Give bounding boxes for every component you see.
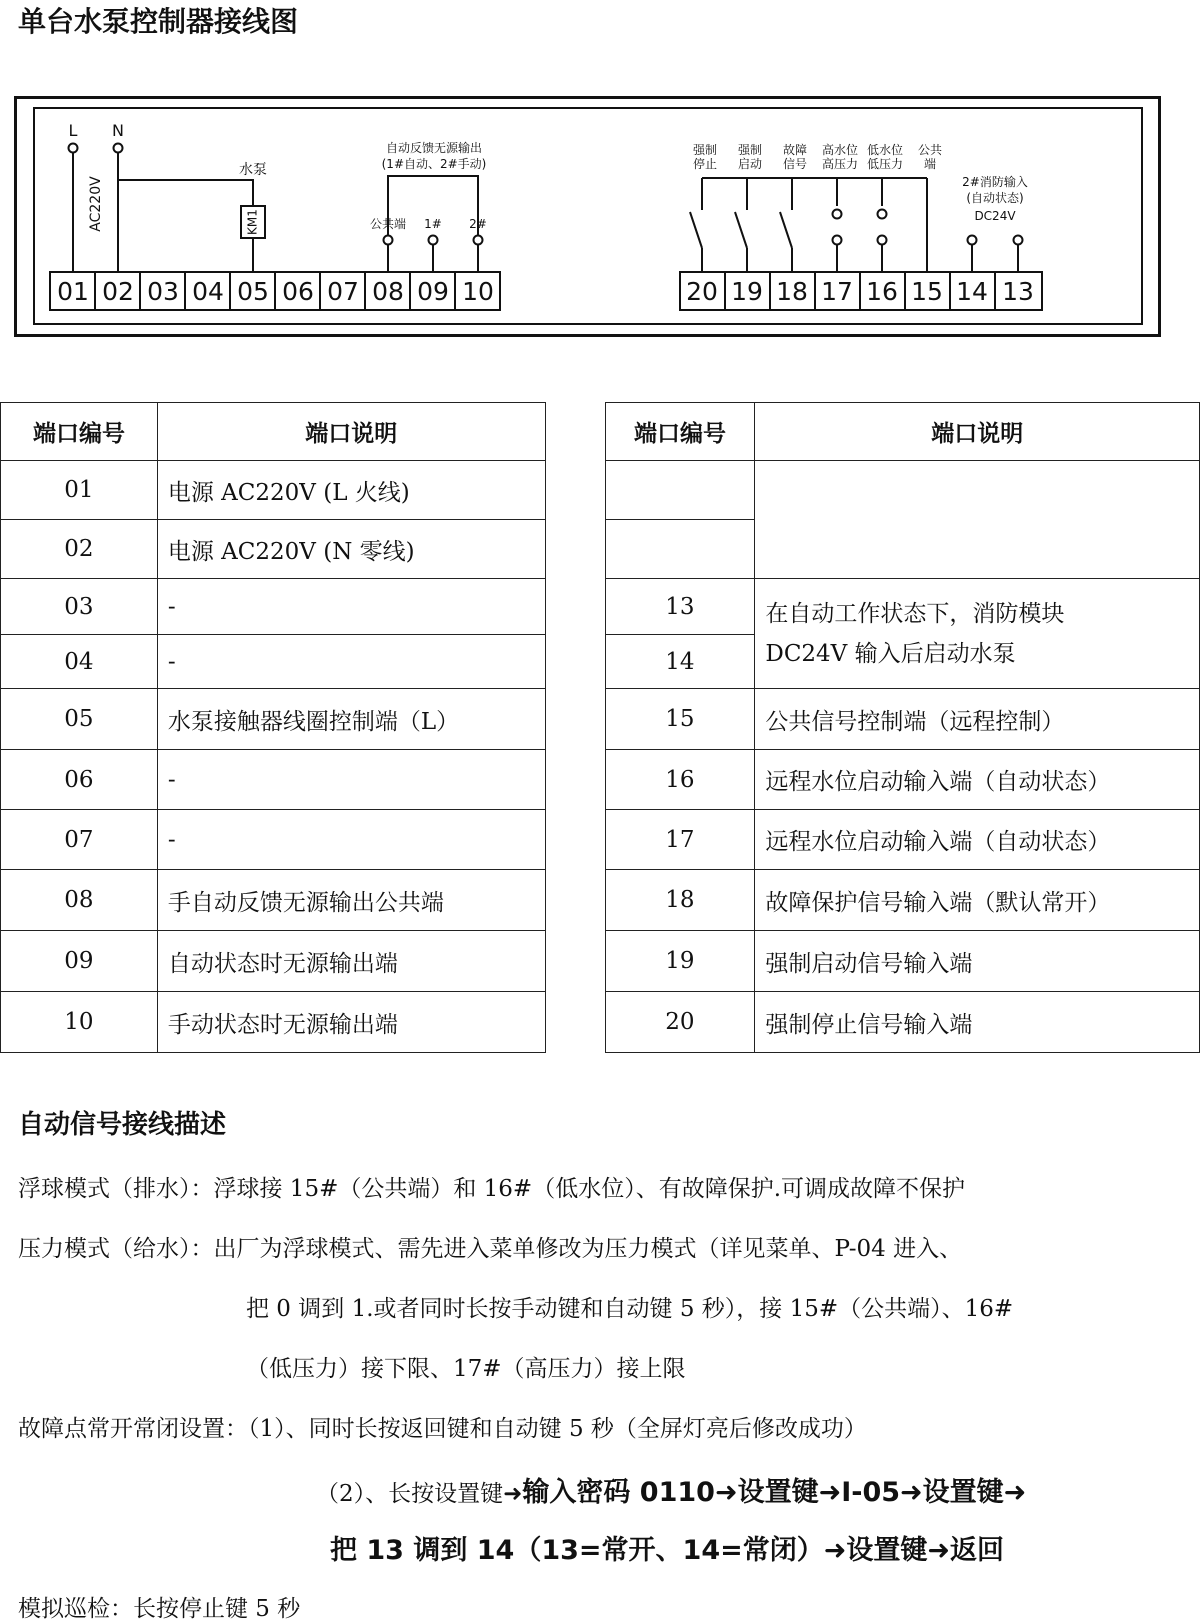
- port-number: 05: [1, 689, 158, 750]
- port-description: [755, 579, 1200, 689]
- port-number: 20: [605, 992, 755, 1053]
- port-number: 16: [605, 750, 755, 810]
- port-description: -: [157, 750, 545, 810]
- pin-09: 09: [417, 277, 449, 306]
- voltage-label: AC220V: [88, 176, 104, 232]
- label-N: N: [112, 121, 124, 140]
- pin-13: 13: [1002, 277, 1034, 306]
- port-description: 自动状态时无源输出端: [157, 931, 545, 992]
- pressure-mode-line-2: 把 0 调到 1.或者同时长按手动键和自动键 5 秒），接 15#（公共端）、16#: [246, 1296, 1014, 1322]
- header-port-desc-left: 端口说明: [157, 403, 545, 461]
- pin-17: 17: [821, 277, 853, 306]
- port-number: 09: [1, 931, 158, 992]
- fault-setting-line-2: [316, 1470, 1026, 1509]
- port-number: 15: [605, 689, 755, 750]
- pin-02: 02: [102, 277, 134, 306]
- sig15-l2: 端: [923, 157, 937, 171]
- port-description: 公共信号控制端（远程控制）: [755, 689, 1200, 750]
- pin-15: 15: [911, 277, 943, 306]
- header-port-number-right: 端口编号: [605, 403, 755, 461]
- float-mode-line: 浮球模式（排水）：浮球接 15#（公共端）和 16#（低水位）、有故障保护.可调成故障不保护: [18, 1176, 966, 1202]
- port-number: 18: [605, 870, 755, 931]
- pin-08: 08: [372, 277, 404, 306]
- pin-03: 03: [147, 277, 179, 306]
- pin-19: 19: [731, 277, 763, 306]
- sig17-l2: 高压力: [821, 157, 859, 171]
- port-description: 强制停止信号输入端: [755, 992, 1200, 1053]
- port-table: [0, 402, 1200, 1053]
- coil-label: KM1: [245, 209, 260, 235]
- pin-06: 06: [282, 277, 314, 306]
- sig18-l2: 信号: [782, 157, 808, 171]
- sig19-l2: 启动: [737, 157, 763, 171]
- sig20-l1: 强制: [692, 143, 718, 157]
- port-description-line: 在自动工作状态下，消防模块: [765, 600, 1065, 627]
- patrol-line: 模拟巡检：长按停止键 5 秒: [18, 1596, 301, 1622]
- table-header-row: [1, 403, 1200, 461]
- port-description: -: [157, 635, 545, 689]
- sig16-l1: 低水位: [866, 143, 904, 157]
- empty-cell: [605, 520, 755, 579]
- out2-label: 2#: [469, 217, 487, 231]
- sig17-l1: 高水位: [821, 143, 859, 157]
- section-title: 自动信号接线描述: [18, 1110, 227, 1140]
- feedback-label-1: 自动反馈无源输出: [385, 141, 483, 155]
- port-number: 19: [605, 931, 755, 992]
- pressure-mode-line-3: （低压力）接下限、17#（高压力）接上限: [246, 1356, 686, 1382]
- port-description: 电源 AC220V (L 火线): [157, 461, 545, 520]
- port-number: 07: [1, 810, 158, 870]
- fire-label-2: (自动状态): [966, 191, 1024, 205]
- sig15-l1: 公共: [917, 143, 943, 157]
- port-number: 13: [605, 579, 755, 635]
- header-port-number-left: 端口编号: [1, 403, 158, 461]
- pin-10: 10: [462, 277, 494, 306]
- label-L: L: [68, 121, 78, 140]
- port-description: 强制启动信号输入端: [755, 931, 1200, 992]
- port-description: 手自动反馈无源输出公共端: [157, 870, 545, 931]
- empty-cell: [605, 461, 755, 520]
- port-number: 06: [1, 750, 158, 810]
- pressure-mode-line-1: 压力模式（给水）：出厂为浮球模式、需先进入菜单修改为压力模式（详见菜单、P-04 进入、: [18, 1236, 963, 1262]
- sig18-l1: 故障: [782, 143, 808, 157]
- port-number: 04: [1, 635, 158, 689]
- port-description: 远程水位启动输入端（自动状态）: [755, 810, 1200, 870]
- fault-setting-line-3: 把 13 调到 14（13=常开、14=常闭）➜设置键➜返回: [330, 1535, 1004, 1566]
- port-description: 故障保护信号输入端（默认常开）: [755, 870, 1200, 931]
- wiring-diagram: [14, 96, 1162, 340]
- fault-setting-line-1: 故障点常开常闭设置：（1）、同时长按返回键和自动键 5 秒（全屏灯亮后修改成功）: [18, 1416, 867, 1442]
- pin-18: 18: [776, 277, 808, 306]
- feedback-label-2: (1#自动、2#手动): [381, 157, 487, 171]
- pin-04: 04: [192, 277, 224, 306]
- port-description: -: [157, 579, 545, 635]
- common-label: 公共端: [369, 217, 407, 231]
- fire-label-1: 2#消防输入: [962, 175, 1028, 189]
- port-number: 10: [1, 992, 158, 1053]
- empty-cell: [755, 461, 1200, 579]
- pin-07: 07: [327, 277, 359, 306]
- port-description-line: DC24V 输入后启动水泵: [765, 640, 1016, 667]
- table-gap: [545, 403, 605, 1053]
- fault-step-2-prefix: （2）、长按设置键➜: [316, 1481, 523, 1507]
- port-description: -: [157, 810, 545, 870]
- pin-16: 16: [866, 277, 898, 306]
- header-port-desc-right: 端口说明: [755, 403, 1200, 461]
- port-number: 01: [1, 461, 158, 520]
- out1-label: 1#: [424, 217, 442, 231]
- port-number: 17: [605, 810, 755, 870]
- port-description: 水泵接触器线圈控制端（L）: [157, 689, 545, 750]
- sig16-l2: 低压力: [866, 157, 904, 171]
- pump-label: 水泵: [239, 162, 267, 178]
- port-number: 02: [1, 520, 158, 579]
- pin-14: 14: [956, 277, 988, 306]
- fire-label-3: DC24V: [974, 209, 1016, 223]
- port-description: 手动状态时无源输出端: [157, 992, 545, 1053]
- pin-20: 20: [686, 277, 718, 306]
- port-number: 03: [1, 579, 158, 635]
- sig20-l2: 停止: [692, 157, 718, 171]
- pin-01: 01: [57, 277, 89, 306]
- port-number: 08: [1, 870, 158, 931]
- port-description: 远程水位启动输入端（自动状态）: [755, 750, 1200, 810]
- port-description: 电源 AC220V (N 零线): [157, 520, 545, 579]
- page-title: 单台水泵控制器接线图: [18, 5, 299, 38]
- sig19-l1: 强制: [737, 143, 763, 157]
- pin-05: 05: [237, 277, 269, 306]
- port-number: 14: [605, 635, 755, 689]
- fault-step-2-keys: 输入密码 0110➜设置键➜I-05➜设置键➜: [522, 1477, 1027, 1508]
